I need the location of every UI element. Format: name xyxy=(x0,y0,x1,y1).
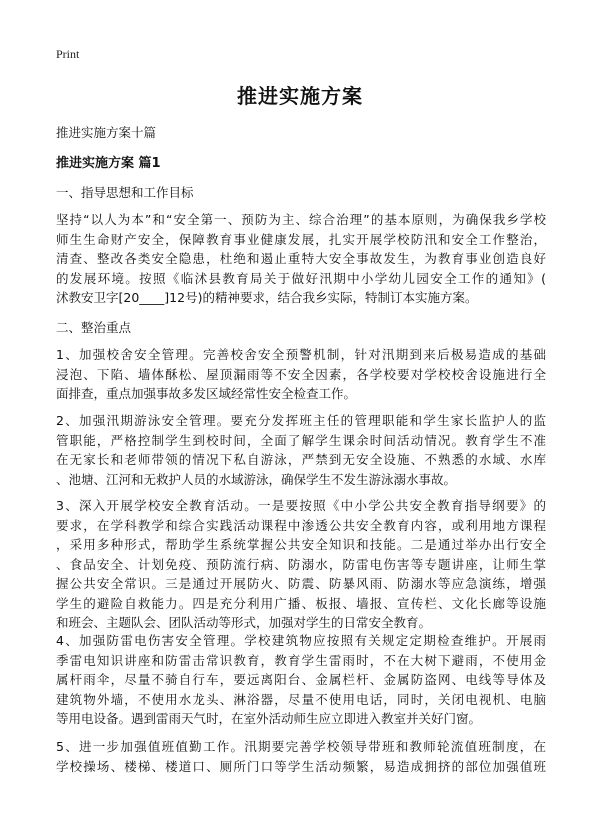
paragraph-swimming-safety xyxy=(56,411,546,489)
paragraph-line: 管职能，严格控制学生到校时间，全面了解学生课余时间活动情况。教育学生不准 xyxy=(56,432,546,448)
paragraph-line: 学生的避险自救能力。四是充分利用广播、板报、墙报、宣传栏、文化长廊等设施 xyxy=(56,595,546,611)
paragraph-guiding-ideology xyxy=(56,210,546,308)
paragraph-line: 师生生命财产安全，保障教育事业健康发展，扎实开展学校防汛和安全工作整治， xyxy=(56,231,546,247)
paragraph-line: 建筑物外墙，不使用水龙头、淋浴器，尽量不使用电话，同时，关闭电视机、电脑 xyxy=(56,691,546,707)
paragraph-line: 5、进一步加强值班值勤工作。汛期要完善学校领导带班和教师轮流值班制度，在 xyxy=(56,739,546,754)
paragraph-line: 握公共安全常识。三是通过开展防火、防震、防暴风雨、防溺水等应急演练，增强 xyxy=(56,576,546,591)
document-title: 推进实施方案 xyxy=(237,84,363,108)
paragraph-safety-education xyxy=(56,496,546,633)
paragraph-line: 、池塘、江河和无救护人员的水域游泳，确保学生不发生游泳溺水事故。 xyxy=(56,471,457,487)
paragraph-line: 在无家长和老师带领的情况下私自游泳，严禁到无安全设施、不熟悉的水域、水库 xyxy=(56,452,546,467)
paragraph-lightning-safety xyxy=(56,631,546,729)
paragraph-line: 和班会、主题队会、团队活动等形式，加强对学生的日常安全教育。 xyxy=(56,615,432,630)
paragraph-line: 4、加强防雷电伤害安全管理。学校建筑物应按照有关规定定期检查维护。开展雨 xyxy=(56,633,546,648)
paragraph-line: ，采用多种形式，帮助学生系统掌握公共安全知识和技能。二是通过举办出行安全 xyxy=(56,537,546,552)
paragraph-line: 、食品安全、计划免疫、预防流行病、防溺水，防雷电伤害等专题讲座，让师生掌 xyxy=(56,556,546,572)
paragraph-line: 3、深入开展学校安全教育活动。一是要按照《中小学公共安全教育指导纲要》的 xyxy=(56,498,546,513)
paragraph-line: 浸泡、下陷、墙体酥松、屋顶漏雨等不安全因素，各学校要对学校校舍设施进行全 xyxy=(56,366,546,382)
article-title: 推进实施方案 篇1 xyxy=(56,156,161,171)
paragraph-school-buildings xyxy=(56,345,546,404)
paragraph-line: 学校操场、楼梯、楼道口、厕所门口等学生活动频繁，易造成拥挤的部位加强值班 xyxy=(56,758,546,774)
paragraph-line: 2、加强汛期游泳安全管理。要充分发挥班主任的管理职能和学生家长监护人的监 xyxy=(56,413,546,428)
paragraph-line: 清查、整改各类安全隐患，杜绝和遏止重特大安全事故发生，为教育事业创造良好 xyxy=(56,251,546,266)
paragraph-line: 等用电设备。遇到雷雨天气时，在室外活动师生应立即进入教室并关好门窗。 xyxy=(56,711,482,726)
paragraph-line: 面排查，重点加强事故多发区域经常性安全检查工作。 xyxy=(56,386,357,401)
paragraph-line: 1、加强校舍安全管理。完善校舍安全预警机制，针对汛期到来后极易造成的基础 xyxy=(56,347,546,362)
paragraph-line: 要求，在学科教学和综合实践活动课程中渗透公共安全教育内容，或利用地方课程 xyxy=(56,517,546,533)
print-label[interactable]: Print xyxy=(56,47,80,61)
section-heading-guiding-ideology: 一、指导思想和工作目标 xyxy=(56,185,194,200)
paragraph-line: 属杆雨伞，尽量不骑自行车，要远离阳台、金属栏杆、金属防盗网、电线等导体及 xyxy=(56,672,546,687)
paragraph-duty-work xyxy=(56,737,546,776)
paragraph-line: 坚持“以人为本”和“安全第一、预防为主、综合治理”的基本原则，为确保我乡学校 xyxy=(56,212,546,227)
paragraph-line: 沭教安卫字[20____]12号)的精神要求，结合我乡实际，特制订本实施方案。 xyxy=(56,290,478,305)
section-heading-key-areas: 二、整治重点 xyxy=(56,320,132,335)
paragraph-line: 季雷电知识讲座和防雷击常识教育，教育学生雷雨时，不在大树下避雨，不使用金 xyxy=(56,652,546,668)
paragraph-line: 的发展环境。按照《临沭县教育局关于做好汛期中小学幼儿园安全工作的通知》( xyxy=(56,270,546,286)
document-subtitle: 推进实施方案十篇 xyxy=(56,125,157,140)
